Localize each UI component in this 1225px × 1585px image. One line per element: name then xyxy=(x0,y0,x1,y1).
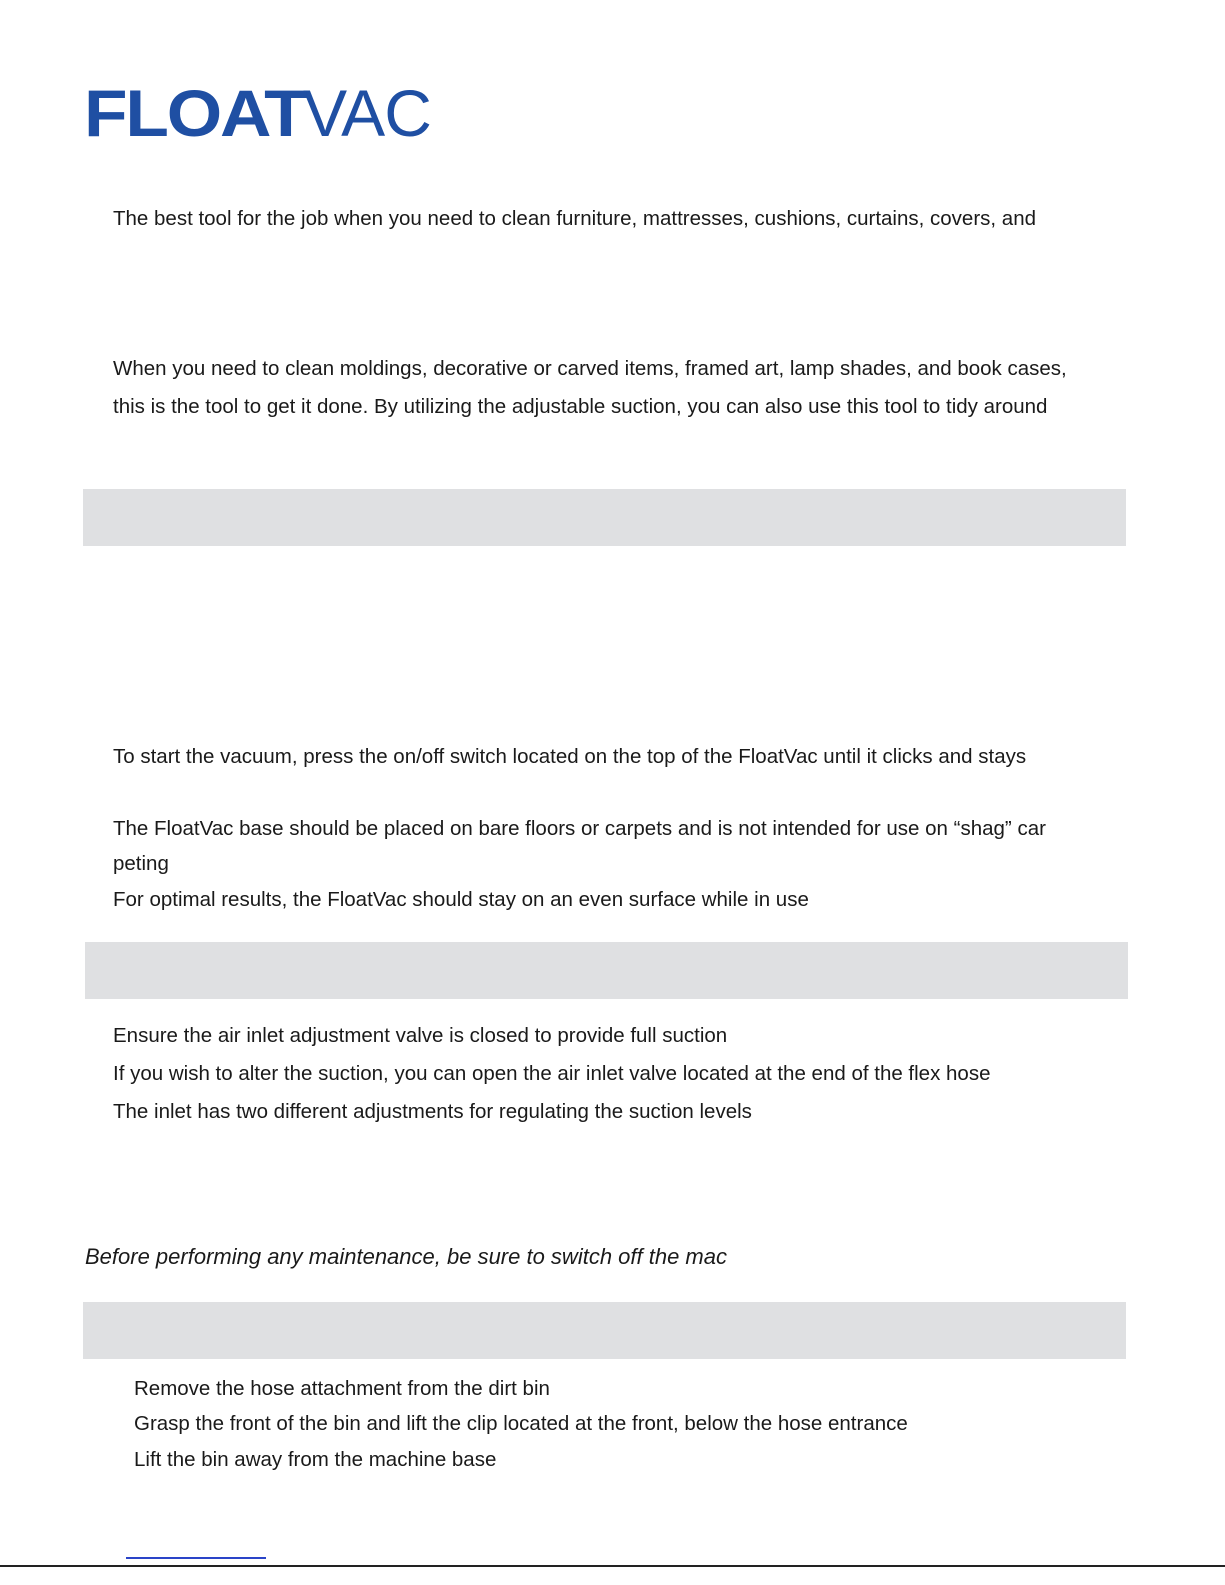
logo-thin-text: VAC xyxy=(303,76,431,150)
maintenance-step-1: Remove the hose attachment from the dirt bin xyxy=(134,1377,550,1400)
maintenance-step-3: Lift the bin away from the machine base xyxy=(134,1448,497,1471)
start-vacuum-line: To start the vacuum, press the on/off switch located on the top of the FloatVac until it clicks and stays xyxy=(113,745,1027,768)
maintenance-step-2: Grasp the front of the bin and lift the clip located at the front, below the hose entrance xyxy=(134,1412,908,1435)
section-header-band-3 xyxy=(83,1302,1126,1359)
section-header-band-1 xyxy=(83,489,1126,546)
base-placement-line-2: peting xyxy=(113,852,169,875)
optimal-results-line: For optimal results, the FloatVac should stay on an even surface while in use xyxy=(113,888,809,911)
intro-line-1: The best tool for the job when you need to clean furniture, mattresses, cushions, curtains, covers, and xyxy=(113,207,1037,230)
tool-paragraph-line-1: When you need to clean moldings, decorative or carved items, framed art, lamp shades, and book cases, xyxy=(113,357,1067,380)
tool-paragraph-line-2: this is the tool to get it done. By utilizing the adjustable suction, you can also use this tool to tidy around xyxy=(113,395,1048,418)
suction-line-1: Ensure the air inlet adjustment valve is closed to provide full suction xyxy=(113,1024,728,1047)
link-underline xyxy=(126,1557,266,1559)
base-placement-line-1: The FloatVac base should be placed on bare floors or carpets and is not intended for use on “shag” car xyxy=(113,817,1046,840)
maintenance-warning: Before performing any maintenance, be sure to switch off the mac xyxy=(85,1244,727,1269)
section-header-band-2 xyxy=(85,942,1128,999)
suction-line-3: The inlet has two different adjustments for regulating the suction levels xyxy=(113,1100,752,1123)
suction-line-2: If you wish to alter the suction, you can open the air inlet valve located at the end of the flex hose xyxy=(113,1062,991,1085)
floatvac-logo xyxy=(84,76,431,150)
logo-bold-text: FLOAT xyxy=(84,76,306,150)
bottom-rule xyxy=(0,1565,1225,1567)
